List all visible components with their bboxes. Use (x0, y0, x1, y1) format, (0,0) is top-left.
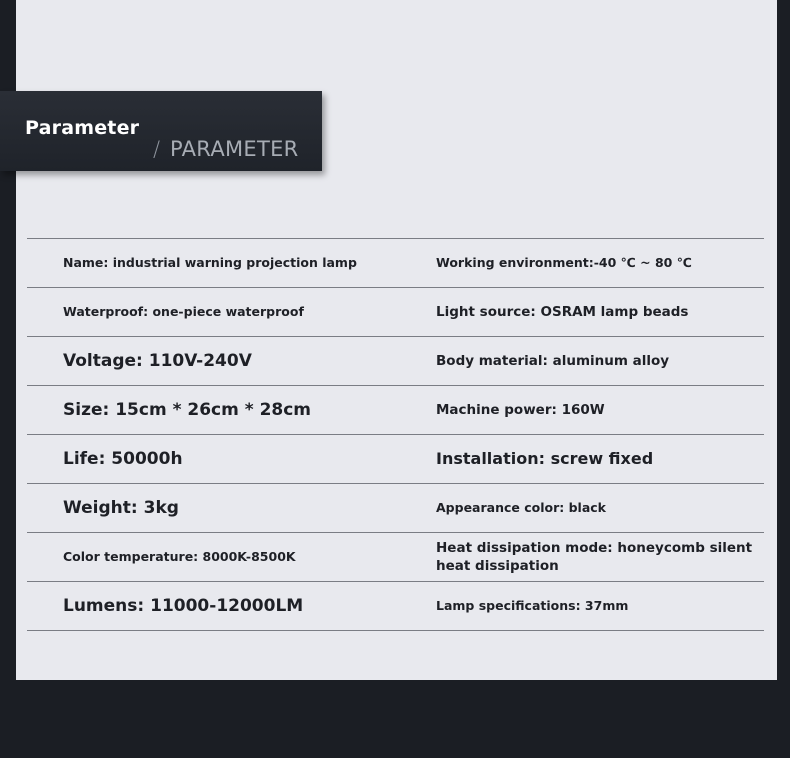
spec-row (27, 238, 764, 287)
spec-row (27, 483, 764, 532)
spec-appearance-color: Appearance color: black (436, 500, 606, 515)
spec-row (27, 385, 764, 434)
spec-installation: Installation: screw fixed (436, 449, 654, 468)
spec-machine-power: Machine power: 160W (436, 402, 605, 418)
spec-waterproof: Waterproof: one-piece waterproof (63, 304, 304, 319)
spec-body-material: Body material: aluminum alloy (436, 353, 670, 369)
spec-life: Life: 50000h (63, 449, 183, 469)
spec-size: Size: 15cm * 26cm * 28cm (63, 400, 312, 420)
spec-lamp-specifications: Lamp specifications: 37mm (436, 598, 629, 613)
spec-table (27, 238, 764, 631)
spec-weight: Weight: 3kg (63, 498, 179, 518)
spec-voltage: Voltage: 110V-240V (63, 351, 252, 371)
spec-heat-dissipation: Heat dissipation mode: honeycomb silent heat dissipation (436, 540, 753, 574)
spec-row (27, 434, 764, 483)
parameter-banner (0, 91, 322, 171)
banner-slash: / (153, 137, 161, 161)
spec-color-temperature: Color temperature: 8000K-8500K (63, 549, 296, 564)
spec-name: Name: industrial warning projection lamp (63, 255, 357, 270)
spec-working-environment: Working environment:-40 ℃ ~ 80 ℃ (436, 255, 692, 270)
banner-subtitle: PARAMETER (170, 137, 299, 161)
spec-lumens: Lumens: 11000-12000LM (63, 596, 304, 616)
spec-row (27, 287, 764, 336)
spec-light-source: Light source: OSRAM lamp beads (436, 304, 689, 320)
spec-row (27, 336, 764, 385)
spec-row (27, 581, 764, 631)
spec-row (27, 532, 764, 581)
banner-title: Parameter (25, 117, 140, 139)
